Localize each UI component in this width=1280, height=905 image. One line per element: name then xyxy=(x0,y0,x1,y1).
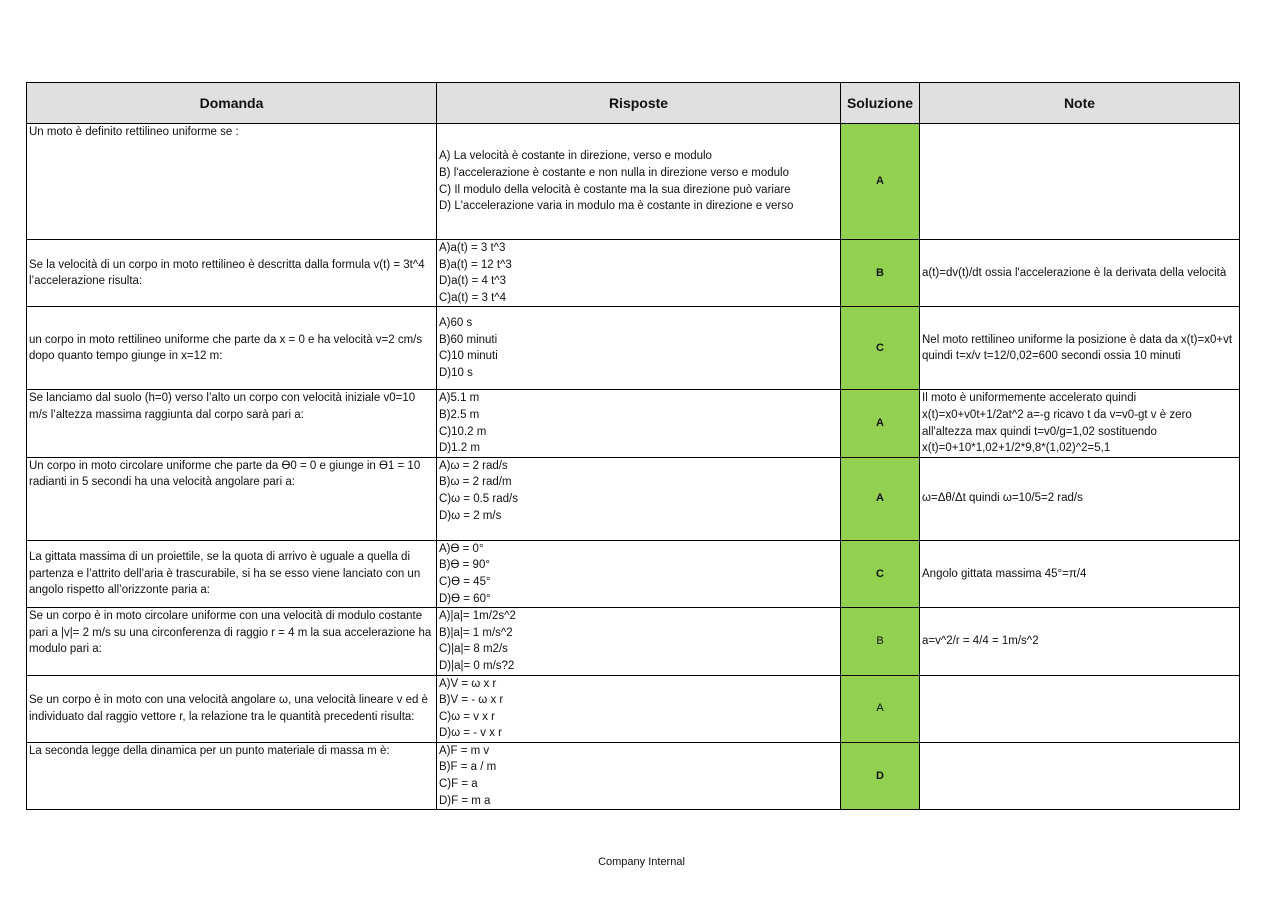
answers-cell xyxy=(437,540,841,607)
table-row xyxy=(27,608,1240,675)
answer-option: B)|a|= 1 m/s^2 xyxy=(439,626,513,639)
answer-option: B)V = - ω x r xyxy=(439,694,504,707)
answer-option: B)60 minuti xyxy=(439,333,498,346)
question-cell: Se lanciamo dal suolo (h=0) verso l’alto un corpo con velocità iniziale v0=10 m/s l’altezza massima raggiunta dal corpo sarà pari a: xyxy=(27,390,437,457)
answer-option: D)ω = 2 m/s xyxy=(439,509,502,522)
question-cell: Un corpo in moto circolare uniforme che parte da ϴ0 = 0 e giunge in ϴ1 = 10 radianti in 5 secondi ha una velocità angolare pari a: xyxy=(27,457,437,540)
header-risposte: Risposte xyxy=(437,83,841,124)
note-cell: Angolo gittata massima 45°=π/4 xyxy=(920,540,1240,607)
answers-cell xyxy=(437,240,841,307)
answers-cell xyxy=(437,457,841,540)
table-row xyxy=(27,307,1240,390)
answer-option: D)|a|= 0 m/s?2 xyxy=(439,659,515,672)
solution-cell: C xyxy=(841,540,920,607)
answer-option: B)2.5 m xyxy=(439,408,480,421)
header-note: Note xyxy=(920,83,1240,124)
note-cell xyxy=(920,742,1240,809)
answer-option: D) L'accelerazione varia in modulo ma è costante in direzione e verso xyxy=(439,200,794,213)
question-cell: La gittata massima di un proiettile, se la quota di arrivo è uguale a quella di partenza e l’attrito dell’aria è trascurabile, si ha se esso viene lanciato con un angolo rispetto all’orizzonte paria a: xyxy=(27,540,437,607)
answer-option: D)F = m a xyxy=(439,794,491,807)
answers-cell xyxy=(437,608,841,675)
table-row xyxy=(27,240,1240,307)
header-row xyxy=(27,83,1240,124)
quiz-table xyxy=(26,82,1240,810)
answers-cell xyxy=(437,390,841,457)
solution-cell: A xyxy=(841,675,920,742)
question-cell: La seconda legge della dinamica per un punto materiale di massa m è: xyxy=(27,742,437,809)
note-cell xyxy=(920,675,1240,742)
header-domanda: Domanda xyxy=(27,83,437,124)
answer-option: A)V = ω x r xyxy=(439,677,497,690)
table-row xyxy=(27,540,1240,607)
answer-option: D)ϴ = 60° xyxy=(439,592,491,605)
answer-option: B) l'accelerazione è costante e non nulla in direzione verso e modulo xyxy=(439,166,789,179)
question-cell: un corpo in moto rettilineo uniforme che parte da x = 0 e ha velocità v=2 cm/s dopo quanto tempo giunge in x=12 m: xyxy=(27,307,437,390)
table-row xyxy=(27,457,1240,540)
answer-option: C)ϴ = 45° xyxy=(439,575,491,588)
solution-cell: A xyxy=(841,124,920,240)
note-cell: ω=Δθ/Δt quindi ω=10/5=2 rad/s xyxy=(920,457,1240,540)
answer-option: D)1.2 m xyxy=(439,442,480,455)
answer-option: A) La velocità è costante in direzione, verso e modulo xyxy=(439,150,712,163)
question-cell: Se un corpo è in moto circolare uniforme con una velocità di modulo costante pari a |v|= 2 m/s su una circonferenza di raggio r = 4 m la sua accelerazione ha modulo pari a: xyxy=(27,608,437,675)
answers-cell xyxy=(437,307,841,390)
answer-option: B)a(t) = 12 t^3 xyxy=(439,258,512,271)
answer-option: C)a(t) = 3 t^4 xyxy=(439,291,507,304)
answer-option: A)a(t) = 3 t^3 xyxy=(439,242,506,254)
answer-option: C)ω = 0.5 rad/s xyxy=(439,492,518,505)
answer-option: A)ϴ = 0° xyxy=(439,542,484,555)
table-row xyxy=(27,124,1240,240)
answers-cell xyxy=(437,124,841,240)
solution-cell: A xyxy=(841,457,920,540)
solution-cell: A xyxy=(841,390,920,457)
answer-option: A)60 s xyxy=(439,317,473,330)
answer-option: B)ω = 2 rad/m xyxy=(439,476,512,489)
note-cell: Il moto è uniformemente accelerato quindi x(t)=x0+v0t+1/2at^2 a=-g ricavo t da v=v0-gt v è zero all'altezza max quindi t=v0/g=1,02 sostituendo x(t)=0+10*1,02+1/2*9,8*(1,02)^2=5,1 xyxy=(920,390,1240,457)
table-row xyxy=(27,742,1240,809)
solution-cell: C xyxy=(841,307,920,390)
note-cell: a=v^2/r = 4/4 = 1m/s^2 xyxy=(920,608,1240,675)
answers-cell xyxy=(437,675,841,742)
answer-option: D)10 s xyxy=(439,366,473,379)
answers-cell xyxy=(437,742,841,809)
note-cell: a(t)=dv(t)/dt ossia l'accelerazione è la derivata della velocità xyxy=(920,240,1240,307)
answer-option: A)|a|= 1m/2s^2 xyxy=(439,610,516,623)
solution-cell: B xyxy=(841,240,920,307)
answer-option: B)ϴ = 90° xyxy=(439,559,490,572)
answer-option: A)F = m v xyxy=(439,744,490,757)
answer-option: C)ω = v x r xyxy=(439,710,495,723)
solution-cell: B xyxy=(841,608,920,675)
solution-cell: D xyxy=(841,742,920,809)
header-soluzione: Soluzione xyxy=(841,83,920,124)
note-cell xyxy=(920,124,1240,240)
question-cell: Se la velocità di un corpo in moto rettilineo è descritta dalla formula v(t) = 3t^4 l’accelerazione risulta: xyxy=(27,240,437,307)
answer-option: C)10 minuti xyxy=(439,350,498,363)
table-row xyxy=(27,675,1240,742)
question-cell: Un moto è definito rettilineo uniforme se : xyxy=(27,124,437,240)
answer-option: C) Il modulo della velocità è costante ma la sua direzione può variare xyxy=(439,183,791,196)
table-row xyxy=(27,390,1240,457)
answer-option: A)ω = 2 rad/s xyxy=(439,459,508,472)
note-cell: Nel moto rettilineo uniforme la posizione è data da x(t)=x0+vt quindi t=x/v t=12/0,02=600 secondi ossia 10 minuti xyxy=(920,307,1240,390)
answer-option: C)|a|= 8 m2/s xyxy=(439,643,508,656)
footer-label: Company Internal xyxy=(598,856,685,868)
question-cell: Se un corpo è in moto con una velocità angolare ω, una velocità lineare v ed è individuato dal raggio vettore r, la relazione tra le quantità precedenti risulta: xyxy=(27,675,437,742)
answer-option: B)F = a / m xyxy=(439,761,497,774)
answer-option: D)a(t) = 4 t^3 xyxy=(439,275,507,288)
answer-option: C)10.2 m xyxy=(439,425,487,438)
answer-option: C)F = a xyxy=(439,778,478,791)
answer-option: D)ω = - v x r xyxy=(439,727,502,740)
answer-option: A)5.1 m xyxy=(439,392,480,405)
